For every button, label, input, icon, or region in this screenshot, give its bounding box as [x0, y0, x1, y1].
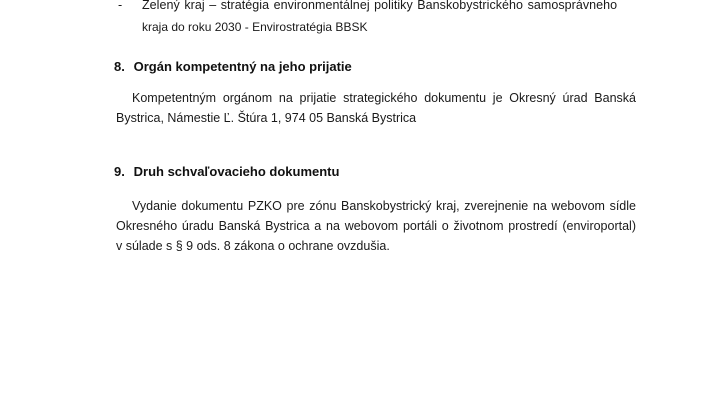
section-9-heading	[114, 164, 339, 179]
section-8-number: 8.	[114, 59, 125, 74]
bullet-mark: -	[118, 0, 123, 12]
section-8-title: Orgán kompetentný na jeho prijatie	[133, 59, 352, 74]
bullet-item-line-2: kraja do roku 2030 - Envirostratégia BBSK	[142, 20, 368, 34]
section-8-line-1: Kompetentným orgánom na prijatie strategického dokumentu je Okresný úrad Banská	[132, 91, 636, 105]
section-9-line-1: Vydanie dokumentu PZKO pre zónu Banskobystrický kraj, zverejnenie na webovom sídle	[132, 199, 636, 213]
section-9-paragraph	[116, 196, 636, 256]
section-9-line-3: v súlade s § 9 ods. 8 zákona o ochrane ovzdušia.	[116, 239, 390, 253]
section-9-title: Druh schvaľovacieho dokumentu	[133, 164, 340, 179]
list-item	[118, 0, 678, 16]
section-8-line-2: Bystrica, Námestie Ľ. Štúra 1, 974 05 Banská Bystrica	[116, 111, 417, 125]
section-8-paragraph	[116, 88, 636, 128]
bullet-item-line-1: Zelený kraj – stratégia environmentálnej politiky Banskobystrického samosprávneho	[142, 0, 618, 12]
section-9-number: 9.	[114, 164, 125, 179]
section-9-line-2: Okresného úradu Banská Bystrica a na webovom portáli o životnom prostredí (enviroportal)	[116, 219, 636, 233]
section-8-heading	[114, 59, 352, 74]
bullet-list	[118, 0, 678, 38]
